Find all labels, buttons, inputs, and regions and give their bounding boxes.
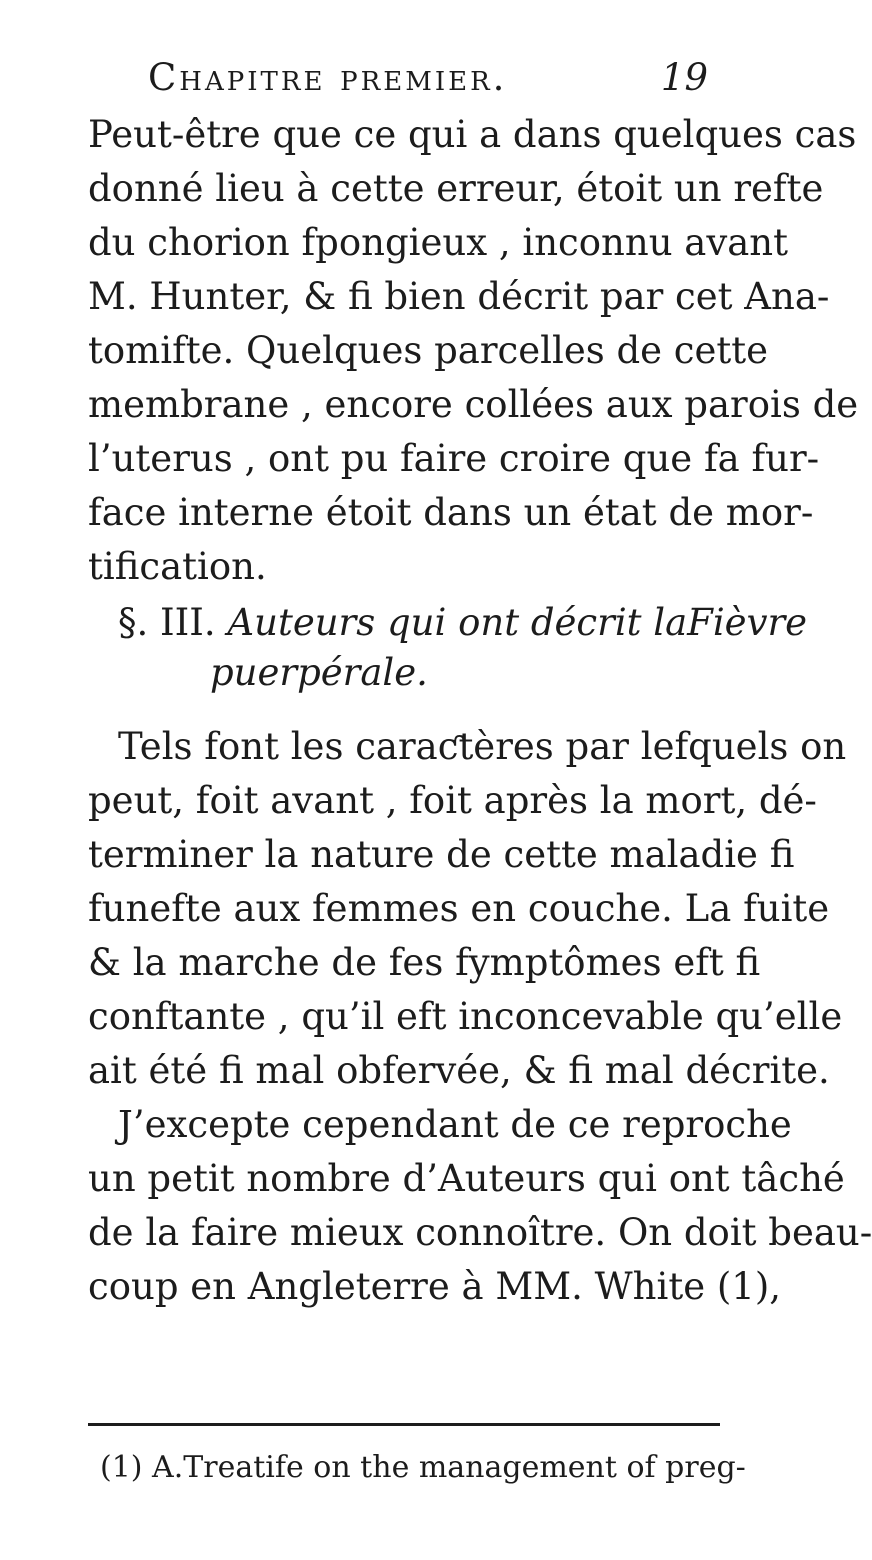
- text-line: l’uterus , ont pu faire croire que fa fur-: [88, 437, 820, 480]
- page-number: 19: [660, 56, 708, 99]
- text-line: peut, foit avant , foit après la mort, dé-: [88, 779, 817, 822]
- text-line: tification.: [88, 545, 267, 588]
- text-line: M. Hunter, & fi bien décrit par cet Ana-: [88, 275, 830, 318]
- text-line: conftante , qu’il eft inconcevable qu’elle: [88, 995, 843, 1038]
- section-title: Auteurs qui ont décrit laFièvre: [227, 601, 808, 644]
- running-header: [148, 56, 708, 100]
- text-line: terminer la nature de cette maladie fi: [88, 833, 795, 876]
- text-line: membrane , encore collées aux parois de: [88, 383, 859, 426]
- text-line: de la faire mieux connoître. On doit beau-: [88, 1211, 872, 1254]
- text-line: J’excepte cependant de ce reproche: [118, 1103, 792, 1146]
- text-line: Tels font les caraƈtères par lefquels on: [118, 725, 847, 768]
- text-line: funefte aux femmes en couche. La fuite: [88, 887, 830, 930]
- section-heading: [118, 596, 808, 650]
- text-line: un petit nombre d’Auteurs qui ont tâché: [88, 1157, 845, 1200]
- text-line: coup en Angleterre à MM. White (1),: [88, 1265, 782, 1308]
- chapter-title: Chapitre premier.: [148, 56, 508, 99]
- text-line: donné lieu à cette erreur, étoit un refte: [88, 167, 824, 210]
- footnote-divider: [88, 1423, 720, 1426]
- text-line: & la marche de fes fymptômes eft fi: [88, 941, 761, 984]
- section-number: §. III.: [118, 601, 216, 644]
- text-line: ait été fi mal obfervée, & fi mal décrite.: [88, 1049, 830, 1092]
- text-line: tomifte. Quelques parcelles de cette: [88, 329, 769, 372]
- section-title-continued: puerpérale.: [210, 651, 428, 694]
- text-line: du chorion fpongieux , inconnu avant: [88, 221, 789, 264]
- text-line: Peut-être que ce qui a dans quelques cas: [88, 113, 857, 156]
- text-line: face interne étoit dans un état de mor-: [88, 491, 814, 534]
- footnote: (1) A.Treatife on the management of preg-: [100, 1450, 746, 1485]
